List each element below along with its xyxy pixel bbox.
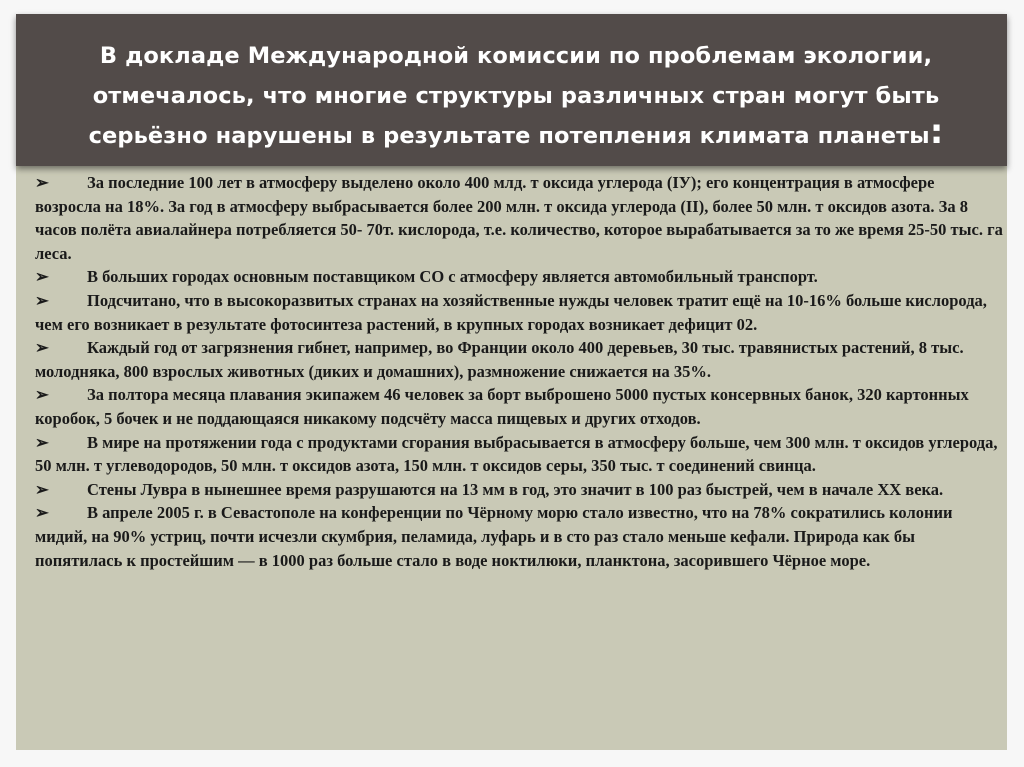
slide-title-colon: : xyxy=(929,112,944,152)
bullet-arrow-icon: ➢ xyxy=(35,385,49,405)
bullet-text: За полтора месяца плавания экипажем 46 человек за борт выброшено 5000 пустых консервных банок, 320 картонных коробок, 5 бочек и не поддающаяся никакому подсчёту масса пищевых и других отходов. xyxy=(35,385,969,428)
bullet-item xyxy=(35,383,1003,430)
slide-title xyxy=(46,36,986,156)
bullet-arrow-icon: ➢ xyxy=(35,503,49,523)
bullet-arrow-icon: ➢ xyxy=(35,267,49,287)
bullet-text: Подсчитано, что в высокоразвитых странах на хозяйственные нужды человек тратит ещё на 10-16% больше кислорода, чем его возникает в результате фотосинтеза растений, в крупных городах возникает дефицит 02. xyxy=(35,290,987,334)
bullet-text: Каждый год от загрязнения гибнет, например, во Франции около 400 деревьев, 30 тыс. травянистых растений, 8 тыс. молодняка, 800 взрослых животных (диких и домашних), размножение снижается на 35%. xyxy=(35,338,964,381)
bullet-text: В апреле 2005 г. в Севастополе на конференции по Чёрному морю стало известно, что на 78% сократились колонии мидий, на 90% устриц, почти исчезли скумбрия, пеламида, луфарь и в сто раз стало меньше кефали. Природа как бы попятилась к простейшим — в 1000 раз больше стало в воде ноктилюки, планктона, засорившего Чёрное море. xyxy=(35,503,953,570)
bullet-arrow-icon: ➢ xyxy=(35,479,49,499)
bullet-item xyxy=(35,171,1003,265)
bullet-text: В мире на протяжении года с продуктами сгорания выбрасывается в атмосферу больше, чем 300 млн. т оксидов углерода, 50 млн. т углеводородов, 50 млн. т оксидов азота, 150 млн. т оксидов серы, 350 тыс. т соединений свинца. xyxy=(35,432,998,476)
bullet-item xyxy=(35,478,1003,502)
title-bar xyxy=(16,14,1007,166)
bullet-arrow-icon: ➢ xyxy=(35,173,49,192)
slide-body xyxy=(35,171,1003,572)
bullet-arrow-icon: ➢ xyxy=(35,432,49,452)
bullet-text: Стены Лувра в нынешнее время разрушаются на 13 мм в год, это значит в 100 раз быстрей, чем в начале XX века. xyxy=(87,479,944,499)
bullet-arrow-icon: ➢ xyxy=(35,290,49,310)
bullet-item xyxy=(35,265,1003,289)
bullet-item xyxy=(35,336,1003,383)
slide xyxy=(16,14,1007,750)
bullet-item xyxy=(35,289,1003,336)
bullet-text: В больших городах основным поставщиком СО с атмосферу является автомобильный транспорт. xyxy=(87,267,818,287)
bullet-item xyxy=(35,501,1003,572)
slide-title-text: В докладе Международной комиссии по проблемам экологии, отмечалось, что многие структуры различных стран могут быть серьёзно нарушены в результате потепления климата планеты xyxy=(88,43,940,149)
bullet-arrow-icon: ➢ xyxy=(35,338,49,358)
bullet-item xyxy=(35,431,1003,478)
bullet-text: За последние 100 лет в атмосферу выделено около 400 млд. т оксида углерода (IУ); его концентрация в атмосфере возросла на 18%. За год в атмосферу выбрасывается более 200 млн. т оксида углерода (II), более 50 млн. т оксидов азота. За 8 часов полёта авиалайнера потребляется 50- 70т. кислорода, т.е. количество, которое вырабатывается за то же время 25-50 тыс. га леса. xyxy=(35,173,1003,263)
